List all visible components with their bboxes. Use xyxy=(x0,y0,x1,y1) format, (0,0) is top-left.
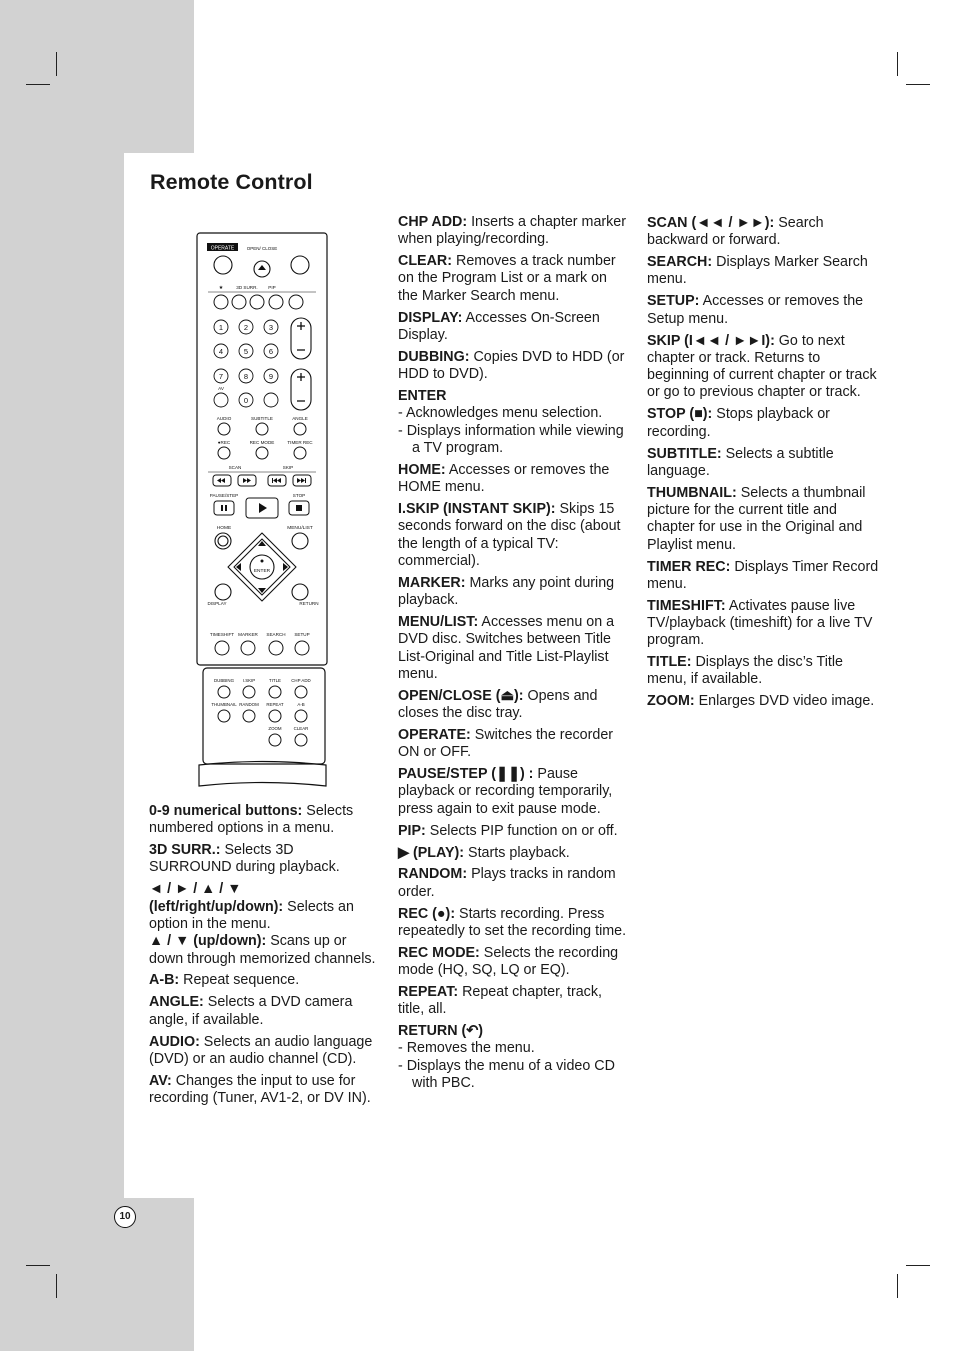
crop-mark xyxy=(897,52,898,76)
page-title: Remote Control xyxy=(150,170,313,194)
margin-band-top xyxy=(0,0,194,153)
list-item: 3D SURR.: Selects 3D SURROUND during playback. xyxy=(149,842,340,876)
repeat-label: REPEAT xyxy=(266,702,284,707)
list-item: CHP ADD: Inserts a chapter marker when playing/recording. xyxy=(398,214,627,248)
timeshift-button xyxy=(215,641,229,655)
skip-back-icon xyxy=(272,478,281,483)
random-button xyxy=(243,710,255,722)
setup-label: SETUP xyxy=(294,632,310,637)
random-label: RANDOM xyxy=(239,702,259,707)
crop-mark xyxy=(26,84,50,85)
list-item: ◄ / ► / ▲ / ▼ (left/right/up/down): Selects an option in the menu. ▲ / ▼ (up/down): Scans up or down through memorized channels. xyxy=(149,881,376,967)
crop-mark xyxy=(56,1274,57,1298)
menu-list-button xyxy=(292,533,308,549)
stop-icon xyxy=(296,505,302,511)
chp-add-label: CHP ADD xyxy=(291,678,311,683)
ab-label: A-B xyxy=(297,702,305,707)
thumbnail-button xyxy=(218,710,230,722)
pause-step-label: PAUSE/STEP xyxy=(209,493,239,498)
operate-button xyxy=(214,256,232,274)
list-item: CLEAR: Removes a track number on the Program List or a mark on the Marker Search menu. xyxy=(398,253,616,304)
list-item: ▶ (PLAY): Starts playback. xyxy=(398,844,570,861)
scan-back-icon xyxy=(217,478,225,483)
clear-button xyxy=(295,734,307,746)
list-item: SETUP: Accesses or removes the Setup menu. xyxy=(647,293,864,327)
skip-forward-icon xyxy=(297,478,306,483)
rec-button xyxy=(218,447,230,459)
digit-2: 2 xyxy=(243,323,249,332)
timer-rec-button xyxy=(294,447,306,459)
list-item: SUBTITLE: Selects a subtitle language. xyxy=(647,445,834,479)
list-item: RANDOM: Plays tracks in random order. xyxy=(398,866,616,900)
list-item: 0-9 numerical buttons: Selects numbered options in a menu. xyxy=(149,803,354,837)
home-button xyxy=(215,533,231,549)
nav-ring-inner xyxy=(234,539,290,595)
list-item: ANGLE: Selects a DVD camera angle, if available. xyxy=(149,994,353,1028)
stop-label: STOP xyxy=(292,493,306,498)
remote-control-illustration xyxy=(196,230,332,790)
search-button xyxy=(269,641,283,655)
column-1 xyxy=(149,803,377,1112)
marker-label: MARKER xyxy=(238,632,258,637)
list-item: DUBBING: Copies DVD to HDD (or HDD to DVD). xyxy=(398,348,625,383)
star-label: ★ xyxy=(218,285,224,291)
list-item: THUMBNAIL: Selects a thumbnail picture for the current title and chapter for use in the Original and Playlist menu. xyxy=(647,484,866,553)
zoom-button xyxy=(269,734,281,746)
return-label: RETURN xyxy=(299,601,319,606)
column-2 xyxy=(398,214,630,1097)
page-number: 10 xyxy=(114,1206,136,1228)
digit-8: 8 xyxy=(243,372,249,381)
list-item: DISPLAY: Accesses On-Screen Display. xyxy=(398,309,600,343)
timer-rec-label: TIMER REC xyxy=(287,440,313,445)
audio-label: AUDIO xyxy=(216,416,232,421)
list-item: HOME: Accesses or removes the HOME menu. xyxy=(398,461,610,496)
display-label: DISPLAY xyxy=(207,601,227,606)
column-3 xyxy=(647,215,879,715)
home-label: HOME xyxy=(216,526,232,531)
list-item: ENTER - Acknowledges menu selection. - Displays information while viewing a TV program. xyxy=(398,388,624,456)
clear-label: CLEAR xyxy=(293,726,309,731)
list-item: AV: Changes the input to use for recording (Tuner, AV1-2, or DV IN). xyxy=(149,1072,371,1107)
digit-4: 4 xyxy=(218,347,224,356)
digit-0: 0 xyxy=(243,396,249,405)
remote-base xyxy=(199,762,326,787)
list-item: ZOOM: Enlarges DVD video image. xyxy=(647,693,875,710)
open-close-label: OPEN/ CLOSE xyxy=(246,246,278,251)
list-item: SCAN (◄◄ / ►►): Search backward or forward. xyxy=(647,215,824,249)
star-button xyxy=(214,295,228,309)
scan-forward-icon xyxy=(243,478,251,483)
rec-mode-label: REC MODE xyxy=(249,440,275,445)
iskip-label: I.SKIP xyxy=(242,678,256,683)
angle-button xyxy=(294,423,306,435)
rec-mode-button xyxy=(256,447,268,459)
skip-label: SKIP xyxy=(282,465,294,470)
list-item: A-B: Repeat sequence. xyxy=(149,972,300,989)
list-item: I.SKIP (INSTANT SKIP): Skips 15 seconds forward on the disc (about the length of a typical TV: commercial). xyxy=(398,501,621,569)
thumbnail-label: THUMBNAIL xyxy=(211,702,237,707)
dubbing-button xyxy=(218,686,230,698)
list-item: TIMESHIFT: Activates pause live TV/playback (timeshift) for a live TV program. xyxy=(647,597,873,649)
pause-step-button xyxy=(214,501,234,515)
angle-label: ANGLE xyxy=(292,416,308,421)
return-button xyxy=(292,584,308,600)
tv-button xyxy=(289,295,303,309)
pip-button xyxy=(250,295,264,309)
eject-icon xyxy=(258,265,266,270)
search-label: SEARCH xyxy=(266,632,286,637)
home-inner xyxy=(218,536,228,546)
margin-band-left xyxy=(0,153,124,1198)
digit-3: 3 xyxy=(268,323,274,332)
repeat-button xyxy=(269,710,281,722)
enter-button xyxy=(250,555,274,579)
tv-power-button xyxy=(291,256,309,274)
list-item: MENU/LIST: Accesses menu on a DVD disc. Switches between Title List-Original and Title List-Playlist menu. xyxy=(398,613,615,682)
subtitle-button xyxy=(256,423,268,435)
rec-label: ●REC xyxy=(217,440,231,445)
list-item: TIMER REC: Displays Timer Record menu. xyxy=(647,558,879,592)
chp-add-button xyxy=(295,686,307,698)
list-item: REPEAT: Repeat chapter, track, title, all. xyxy=(398,983,602,1018)
list-item: PAUSE/STEP (❚❚) : Pause playback or recording temporarily, press again to exit pause mode. xyxy=(398,766,613,817)
list-item: RETURN (↶) - Removes the menu. - Displays the menu of a video CD with PBC. xyxy=(398,1023,615,1092)
menu-list-label: MENU/LIST xyxy=(287,526,313,531)
list-item: OPEN/CLOSE (⏏): Opens and closes the disc tray. xyxy=(398,687,598,722)
timeshift-label: TIMESHIFT xyxy=(209,632,235,637)
crop-mark xyxy=(897,1274,898,1298)
ab-button xyxy=(295,710,307,722)
margin-band-bottom xyxy=(0,1198,194,1351)
zoom-label: ZOOM xyxy=(268,726,282,731)
title-button xyxy=(269,686,281,698)
list-item: AUDIO: Selects an audio language (DVD) or an audio channel (CD). xyxy=(149,1033,373,1067)
list-item: SEARCH: Displays Marker Search menu. xyxy=(647,254,868,288)
list-item: SKIP (I◄◄ / ►►I): Go to next chapter or track. Returns to beginning of current chapter or track or go to previous chapter or track. xyxy=(647,332,877,401)
surr-label: 3D SURR. xyxy=(236,285,258,290)
enter-label: ENTER xyxy=(253,569,271,574)
pip-label: PIP xyxy=(268,285,276,290)
av-label: AV xyxy=(218,386,224,391)
play-icon xyxy=(259,503,267,513)
list-item: STOP (■): Stops playback or recording. xyxy=(647,406,830,440)
marker-button xyxy=(241,641,255,655)
list-item: MARKER: Marks any point during playback. xyxy=(398,574,615,609)
list-item: REC (●): Starts recording. Press repeatedly to set the recording time. xyxy=(398,905,627,939)
iskip-button xyxy=(243,686,255,698)
scan-label: SCAN xyxy=(228,465,242,470)
list-item: OPERATE: Switches the recorder ON or OFF. xyxy=(398,726,614,761)
digit-1: 1 xyxy=(218,323,224,332)
digit-9: 9 xyxy=(268,372,274,381)
digit-7: 7 xyxy=(218,372,224,381)
digit-6: 6 xyxy=(268,347,274,356)
crop-mark xyxy=(26,1265,50,1266)
display-button xyxy=(215,584,231,600)
list-item: PIP: Selects PIP function on or off. xyxy=(398,822,618,839)
subtitle-label: SUBTITLE xyxy=(251,416,273,421)
input-button xyxy=(269,295,283,309)
list-item: REC MODE: Selects the recording mode (HQ, SQ, LQ or EQ). xyxy=(398,944,619,979)
crop-mark xyxy=(56,52,57,76)
crop-mark xyxy=(906,84,930,85)
crop-mark xyxy=(906,1265,930,1266)
title-label: TITLE xyxy=(269,678,281,683)
setup-button xyxy=(295,641,309,655)
digit-5: 5 xyxy=(243,347,249,356)
operate-label: OPERATE xyxy=(210,245,235,252)
extra-button xyxy=(264,393,278,407)
dubbing-label: DUBBING xyxy=(213,678,235,683)
av-button xyxy=(214,393,228,407)
audio-button xyxy=(218,423,230,435)
surr-button xyxy=(232,295,246,309)
list-item: TITLE: Displays the disc’s Title menu, if available. xyxy=(647,654,843,688)
